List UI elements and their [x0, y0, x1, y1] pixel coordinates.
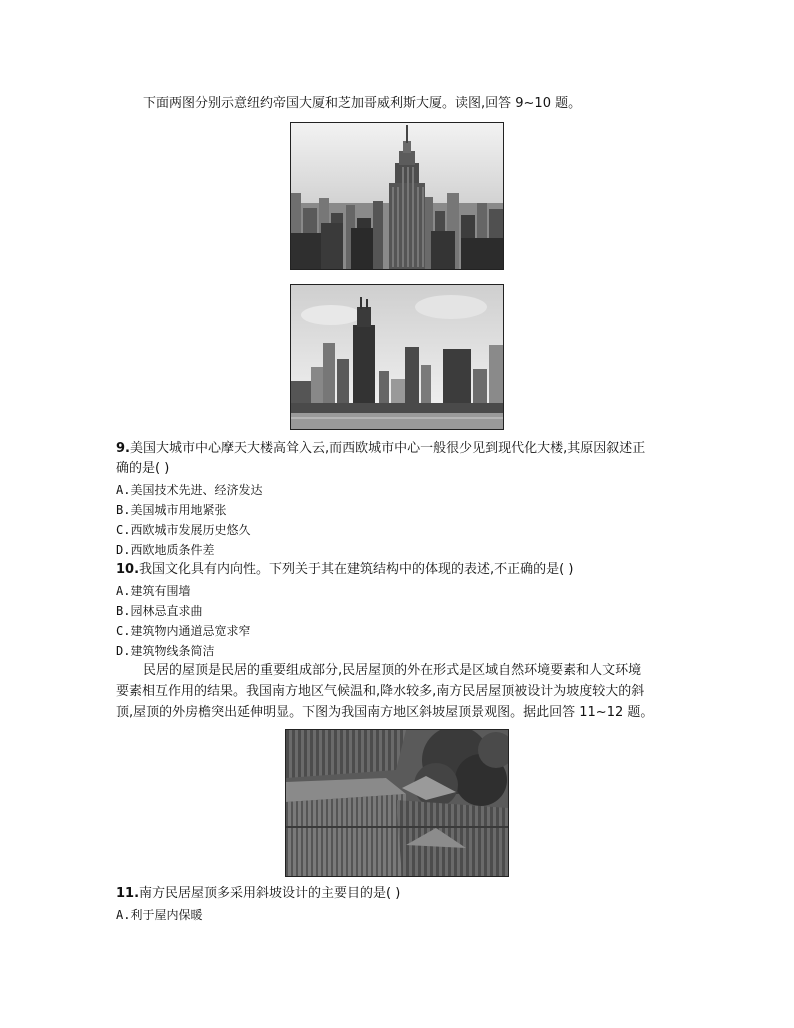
- question-11-stem-line: [116, 885, 400, 903]
- question-10-stem-line: [116, 561, 573, 579]
- passage-line-1: 民居的屋顶是民居的重要组成部分,民居屋顶的外在形式是区域自然环境要素和人文环境: [143, 663, 642, 678]
- question-10-option-b: B.园林忌直求曲: [116, 604, 203, 618]
- question-9-stem: 美国大城市中心摩天大楼高耸入云,而西欧城市中心一般很少见到现代化大楼,其原因叙述正: [129, 441, 646, 456]
- question-9-number: 9.: [116, 441, 130, 456]
- question-11-stem: 南方民居屋顶多采用斜坡设计的主要目的是( ): [139, 886, 401, 901]
- question-10-number: 10.: [116, 562, 140, 577]
- willis-tower-photo: [290, 284, 504, 430]
- intro-text: 下面两图分别示意纽约帝国大厦和芝加哥威利斯大厦。读图,回答 9~10 题。: [143, 96, 582, 111]
- question-9-option-d: D.西欧地质条件差: [116, 543, 215, 557]
- question-11-option-a: A.利于屋内保暖: [116, 908, 203, 922]
- question-10-stem: 我国文化具有内向性。下列关于其在建筑结构中的体现的表述,不正确的是( ): [139, 562, 574, 577]
- passage-line-3: 顶,屋顶的外房檐突出延伸明显。下图为我国南方地区斜坡屋顶景观图。据此回答 11~12 题。: [116, 705, 654, 720]
- question-10-option-a: A.建筑有围墙: [116, 584, 191, 598]
- empire-state-building-photo: [290, 122, 504, 270]
- question-9-option-b: B.美国城市用地紧张: [116, 503, 227, 517]
- question-9-option-c: C.西欧城市发展历史悠久: [116, 523, 251, 537]
- question-10-option-d: D.建筑物线条简洁: [116, 644, 215, 658]
- question-9-option-a: A.美国技术先进、经济发达: [116, 483, 263, 497]
- question-9-stem-line1: [116, 440, 645, 458]
- question-10-option-c: C.建筑物内通道忌宽求窄: [116, 624, 251, 638]
- question-11-number: 11.: [116, 886, 140, 901]
- passage-line-2: 要素相互作用的结果。我国南方地区气候温和,降水较多,南方民居屋顶被设计为坡度较大的斜: [116, 684, 645, 699]
- question-9-stem-line2: 确的是( ): [116, 461, 170, 476]
- sloped-roof-photo: [285, 729, 509, 877]
